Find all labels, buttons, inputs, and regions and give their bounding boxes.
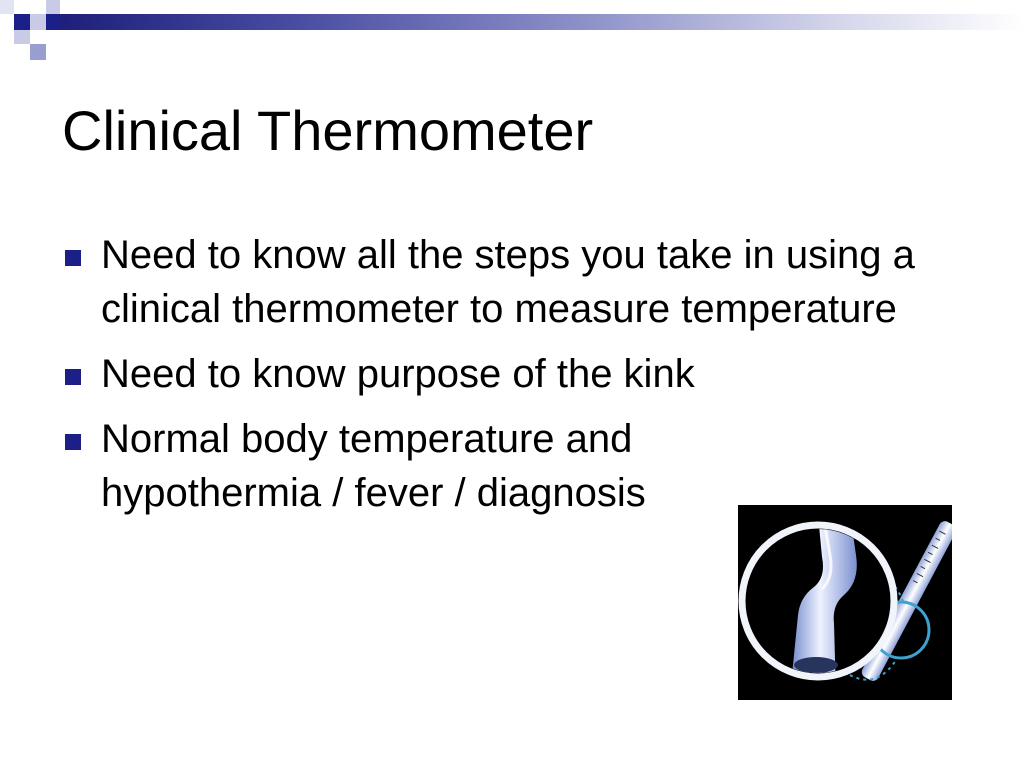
bullet-text: Normal body temperature and hypothermia / fever / diagnosis (101, 417, 646, 515)
thermometer-kink-image (738, 505, 952, 700)
bullet-text: Need to know all the steps you take in using a clinical thermometer to measure temperature (101, 233, 915, 331)
square-bullet-icon (65, 369, 81, 385)
slide-title: Clinical Thermometer (62, 99, 594, 162)
list-item (62, 412, 942, 520)
square-bullet-icon (65, 250, 81, 266)
list-item (62, 347, 942, 401)
header-gradient-bar (60, 14, 1024, 30)
bullet-text: Need to know purpose of the kink (101, 352, 695, 396)
bullet-list (62, 228, 942, 531)
list-item (62, 228, 942, 336)
square-bullet-icon (65, 434, 81, 450)
